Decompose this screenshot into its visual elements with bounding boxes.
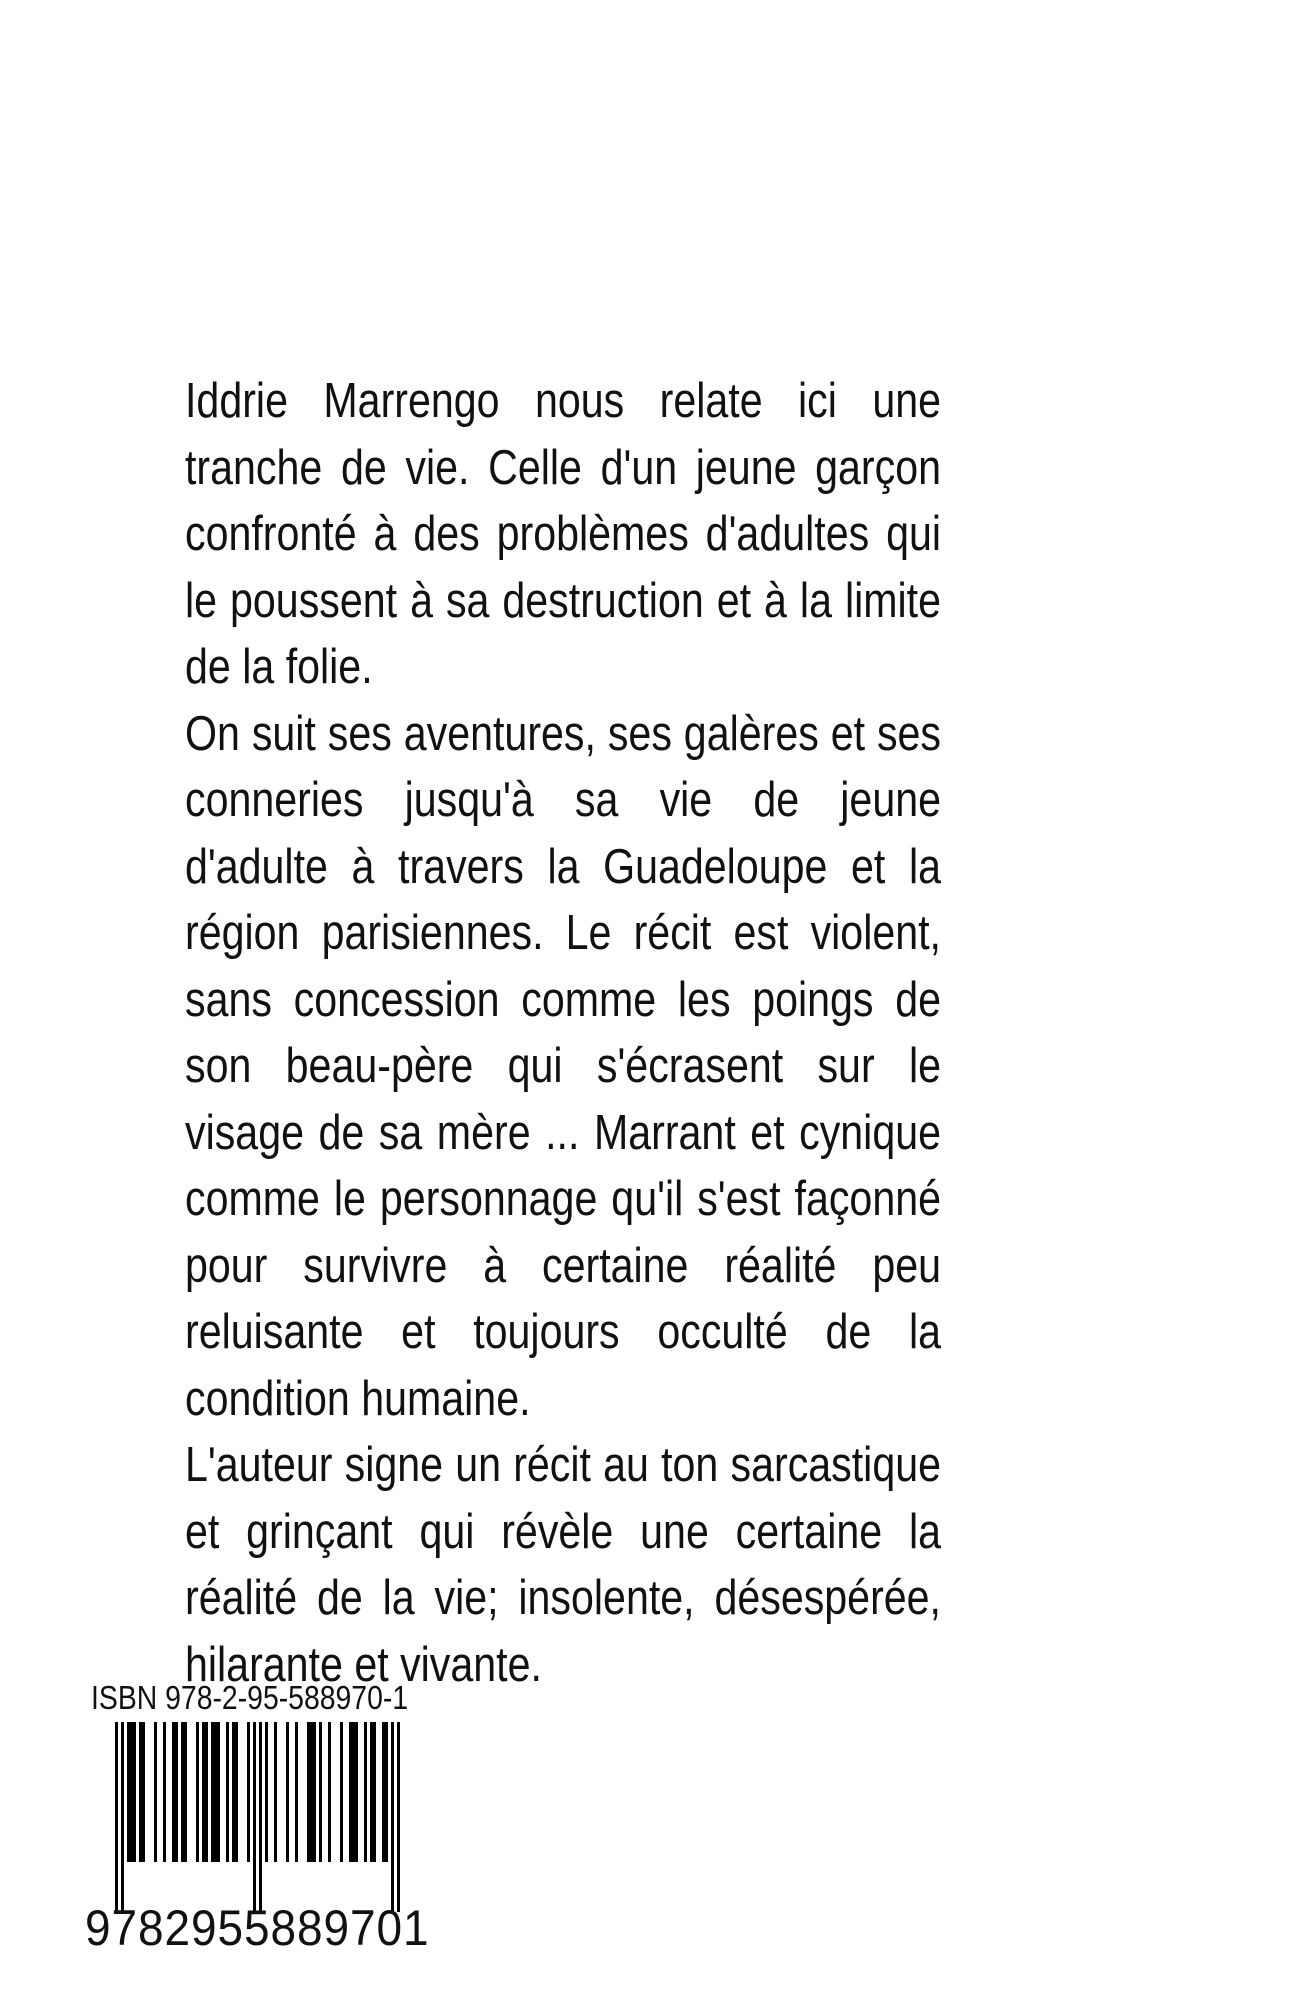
barcode-bar [370,1722,373,1862]
barcode-bar [253,1722,256,1912]
back-cover-blurb [185,368,941,1698]
barcode-bar [247,1722,250,1862]
barcode-bar [115,1722,118,1912]
barcode-digits: 9782955889701 [85,1900,430,1956]
blurb-paragraph-3: L'auteur signe un récit au ton sarcastique et grinçant qui révèle une certaine la réalité de la vie; insolente, désespérée, hilarante et vivante. [185,1438,941,1692]
barcode-bar [196,1722,199,1862]
barcode-bar [319,1722,322,1862]
barcode-bar [382,1722,385,1862]
barcode-bar [133,1722,136,1862]
blurb-paragraph-2: On suit ses aventures, ses galères et ses conneries jusqu'à sa vie de jeune d'adulte à travers la Guadeloupe et la région parisiennes. Le récit est violent, sans concession comme les poings de son beau-père qui s'écrasent sur le visage de sa mère ... Marrant et cynique comme le personnage qu'il s'est façonné pour survivre à certaine réalité peu reluisante et toujours occulté de la condition humaine. [185,706,941,1426]
barcode-bar [313,1722,316,1862]
barcode-bar [130,1722,133,1862]
barcode-bar [181,1722,184,1862]
barcode-bar [154,1722,157,1862]
isbn-label: ISBN 978-2-95-588970-1 [91,1679,409,1716]
barcode-bar [211,1722,214,1862]
barcode-bar [127,1722,130,1862]
barcode-bar [139,1722,142,1862]
barcode-bar [217,1722,220,1862]
barcode-bar [391,1722,394,1912]
barcode-bar [355,1722,358,1862]
isbn-barcode-block [85,1678,445,1978]
barcode-bar [202,1722,205,1862]
barcode-bar [364,1722,367,1862]
barcode-bar [259,1722,262,1912]
barcode-bar [373,1722,376,1862]
barcode-bar [205,1722,208,1862]
barcode-bar [328,1722,331,1862]
barcode-bar [349,1722,352,1862]
barcode-bar [385,1722,388,1862]
barcode-bar [307,1722,310,1862]
barcode-bar [232,1722,235,1862]
barcode-bar [340,1722,343,1862]
barcode-bar [295,1722,298,1862]
barcode-bar [352,1722,355,1862]
barcode-bar [397,1722,400,1912]
barcode-bar [226,1722,229,1862]
barcode-bar [175,1722,178,1862]
barcode-bar [121,1722,124,1912]
barcode-bar [310,1722,313,1862]
barcode-bar [265,1722,268,1862]
barcode-bar [286,1722,289,1862]
barcode-bar [172,1722,175,1862]
barcode-bar [274,1722,277,1862]
barcode-bar [163,1722,166,1862]
barcode-bar [142,1722,145,1862]
blurb-paragraph-1: Iddrie Marrengo nous relate ici une tranche de vie. Celle d'un jeune garçon confronté à des problèmes d'adultes qui le poussent à sa destruction et à la limite de la folie. [185,374,941,694]
barcode-bar [235,1722,238,1862]
barcode-icon [85,1722,445,1912]
barcode-bar [214,1722,217,1862]
barcode-bar [184,1722,187,1862]
